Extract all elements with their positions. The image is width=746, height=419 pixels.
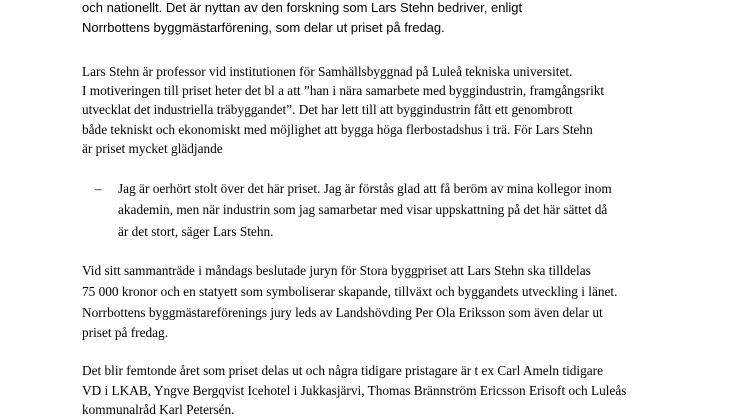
- quote-line: akademin, men när industrin som jag samarbetar med visar uppskattning på det här sättet då: [118, 202, 608, 217]
- paragraph-line: Norrbottens byggmästareförenings jury leds av Landshövding Per Ola Eriksson som även delar ut: [82, 305, 603, 320]
- paragraph-line: I motiveringen till priset heter det bl a att ”han i nära samarbete med byggindustrin, framgångsrikt: [82, 83, 605, 98]
- paragraph-line: 75 000 kronor och en statyett som symboliserar skapande, tillväxt och byggandets utveckling i länet.: [82, 284, 618, 299]
- paragraph-line: Det blir femtonde året som priset delas ut och några tidigare pristagare är t ex Carl Ameln tidigare: [82, 363, 603, 378]
- paragraph-line: både tekniskt och ekonomiskt med möjlighet att bygga höga flerbostadshus i trä. För Lars Stehn: [82, 122, 593, 137]
- paragraph-line: Lars Stehn är professor vid institutionen för Samhällsbyggnad på Luleå tekniska universitet.: [82, 64, 573, 79]
- quote-line: Jag är oerhört stolt över det här priset. Jag är förstås glad att få beröm av mina kollegor inom: [118, 181, 612, 196]
- paragraph-line: är priset mycket glädjande: [82, 141, 223, 156]
- paragraph-line: kommunalråd Karl Petersén.: [82, 402, 235, 417]
- paragraph-line: VD i LKAB, Yngve Bergqvist Icehotel i Jukkasjärvi, Thomas Brännström Ericsson Erisoft och Luleås: [82, 383, 627, 398]
- lead-line: Norrbottens byggmästarförening, som delar ut priset på fredag.: [82, 20, 445, 35]
- lead-line: och nationellt. Det är nyttan av den forskning som Lars Stehn bedriver, enligt: [82, 0, 523, 15]
- paragraph-line: utvecklat det industriella träbyggandet”. Det har lett till att byggindustrin fått ett genombrott: [82, 102, 573, 117]
- paragraph-line: Vid sitt sammanträde i måndags beslutade juryn för Stora byggpriset att Lars Stehn ska tilldelas: [82, 263, 591, 278]
- paragraph-line: priset på fredag.: [82, 325, 169, 340]
- dash-bullet: –: [95, 181, 102, 196]
- quote-line: är det stort, säger Lars Stehn.: [118, 224, 274, 239]
